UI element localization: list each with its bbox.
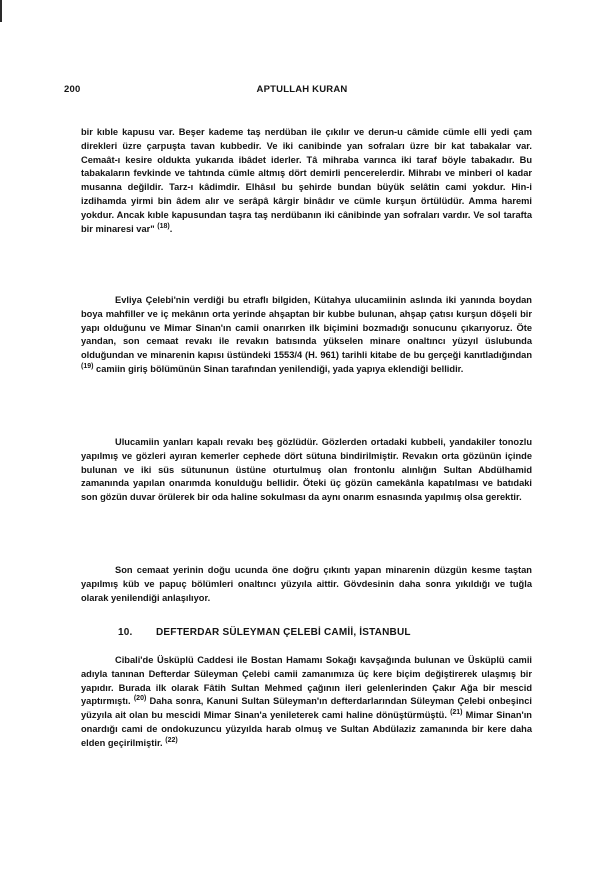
paragraph-cibali <box>81 654 532 751</box>
paragraph-revak <box>81 436 532 505</box>
section-heading <box>118 627 538 638</box>
paragraph-text: Evliya Çelebi'nin verdiği bu etraflı bilgiden, Kütahya ulucamiinin aslında iki yanında boydan boya mahfiller ve iç mekânın orta yerinde ahşaptan bir kubbe bulunan, ahşap çatısı kurşun döşeli bir yapı olduğunu ve Mimar Sinan'ın camii onarırken ilk biçimini bozmadığı sonucunu çıkarıyoruz. Öte yandan, son cemaat revakı ile revakın batısında yükselen minare onaltıncı yüzyıl üslubunda olduğundan ve minarenin kapısı üstündeki 1553/4 (H. 961) tarihli kitabe de bu gerçeği kanıtladığından <box>81 295 532 361</box>
paragraph-text: camiin giriş bölümünün Sinan tarafından yenilendiği, yada yapıya eklendiği bellidir. <box>93 363 464 374</box>
quote-end: . <box>169 223 173 234</box>
page-number: 200 <box>64 84 81 95</box>
paragraph-text: Son cemaat yerinin doğu ucunda öne doğru çıkıntı yapan minarenin düzgün kesme taştan yapılmış küb ve papuç bölümleri onaltıncı yüzyıla aittir. Gövdesinin daha sonra yıkıldığı ve tuğla olarak yenilendiği anlaşılıyor. <box>81 565 532 603</box>
footnote-ref-22: (22) <box>165 736 178 744</box>
paragraph-text: Ulucamiin yanları kapalı revakı beş gözlüdür. Gözlerden ortadaki kubbeli, yandakiler tonozlu yapılmış ve gözleri ayıran kemerler cephede dört sütuna bindirilmiştir. Revakın orta gözünün içinde bulunan ve iki süs sütununun üstüne oturtulmuş olan frontonlu alınlığın Sultan Abdülhamid zamanında yapılan onarımda konulduğu bellidir. Öteki üç gözün camekânla kapatılması ve batıdaki son gözün duvar örülerek bir oda haline sokulması da aynı onarım esnasında yapılmış olsa gerektir. <box>81 437 532 503</box>
paragraph-text: Cibali'de Üsküplü Caddesi ile Bostan Hamamı Sokağı kavşağında bulunan ve Üsküplü camii adıyla tanınan Defterdar Süleyman Çelebi camii zamanımıza üç kere biçim değiştirerek ulaşmış bir yapıdır. Burada ilk olarak Fâtih Sultan Mehmed çağının ileri gelenlerinden Çakır Ağa bir mescid yaptırmıştı. <box>81 655 532 707</box>
quote-text: bir kıble kapusu var. Beşer kademe taş nerdüban ile çıkılır ve derun-u câmide cümle elli yedi çam direkleri üzre çarpuşta tavan kubbedir. Ve iki canibinde yan sofraları üzre bir kat tabakalar var. Cemaât-ı kesire oldukta yukarıda ibâdet iderler. Tâ mihraba varınca iki taraf böyle tabakadır. Bu tabakaların fevkinde ve tahtında cümle altmış dört demirli pencerelerdir. Mihrabı ve minberi ol kadar musanna değildir. Tarz-ı kâdimdir. Elhâsıl bu şehirde bundan büyük selâtin cami yokdur. Hin-i izdihamda yirmi bin âdem alır ve serâpâ kârgir binâdır ve cümle kurşun örtülüdür. Amma haremi yokdur. Ancak kıble kapusundan taşra taş nerdübanın iki cânibinde yan sofraları vardır. Ve sol tarafta bir minaresi var" <box>81 127 532 234</box>
section-title: DEFTERDAR SÜLEYMAN ÇELEBİ CAMİİ, İSTANBUL <box>156 627 411 638</box>
paragraph-text: Mimar Sinan'ın onardığı cami de ondokuzuncu yüzyılda harab olmuş ve Sultan Abdülaziz zamanında bir kere daha elden geçirilmiştir. <box>81 710 532 748</box>
page-header <box>64 84 540 98</box>
quote-paragraph <box>81 126 532 236</box>
paragraph-minare <box>81 564 532 605</box>
footnote-ref-19: (19) <box>81 362 94 370</box>
footnote-ref-18: (18) <box>157 222 170 230</box>
footnote-ref-21: (21) <box>450 709 463 717</box>
paragraph-evliya <box>81 294 532 377</box>
running-title: APTULLAH KURAN <box>256 84 348 95</box>
paragraph-text: Daha sonra, Kanuni Sultan Süleyman'ın defterdarlarından Süleyman Çelebi onbeşinci yüzyıla ait olan bu mescidi Mimar Sinan'a yenileterek cami haline dönüştürmüştü. <box>81 696 532 721</box>
section-number: 10. <box>118 627 133 638</box>
scan-edge-mark <box>0 0 2 22</box>
quote-block <box>81 126 532 236</box>
footnote-ref-20: (20) <box>133 695 147 703</box>
